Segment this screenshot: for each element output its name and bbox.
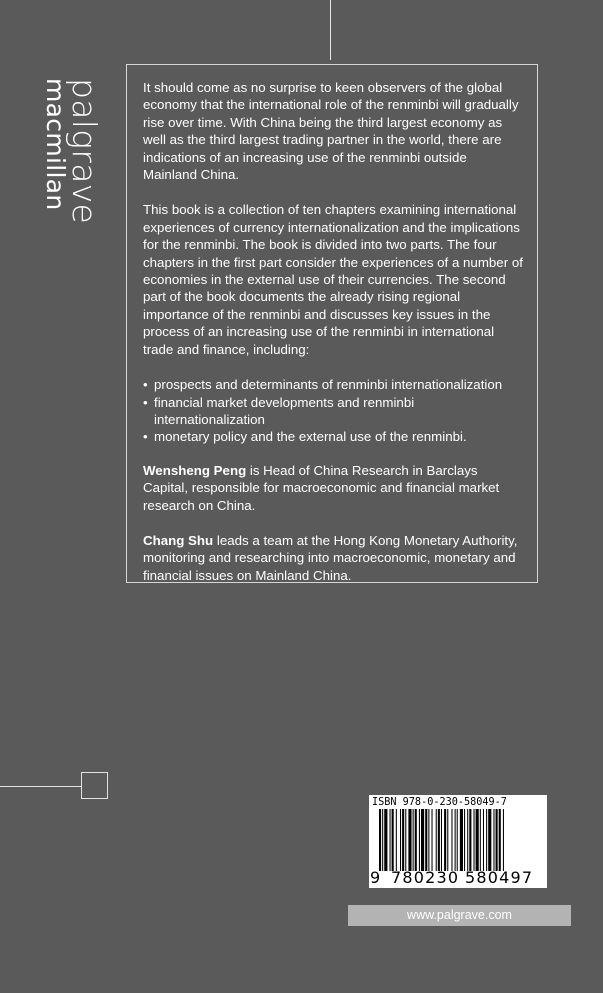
barcode-bar (460, 809, 463, 871)
publisher-name-line2: macmillan (41, 78, 70, 211)
barcode-bar (432, 809, 433, 871)
barcode-bar (441, 809, 442, 871)
barcode-bar (474, 809, 475, 871)
barcode-bar (436, 809, 437, 871)
barcode-bar (438, 809, 440, 871)
author-name-1: Wensheng Peng (143, 462, 247, 478)
barcode-bar (396, 809, 397, 871)
barcode-bar (415, 809, 417, 871)
top-divider-line (330, 0, 331, 60)
isbn-barcode (369, 795, 547, 888)
topic-list (143, 376, 523, 446)
barcode-bar (480, 809, 481, 871)
website-url: www.palgrave.com (348, 905, 571, 926)
barcode-bar (405, 809, 406, 871)
barcode-bar (486, 809, 487, 871)
barcode-bar (382, 809, 383, 871)
author-bio-2 (143, 532, 523, 584)
barcode-bar (425, 809, 427, 871)
barcode-bar (483, 809, 484, 871)
publisher-logo (41, 78, 116, 225)
ean-digits (369, 868, 547, 888)
barcode-bar (467, 809, 468, 871)
barcode-bar (496, 809, 498, 871)
barcode-bar (464, 809, 465, 871)
barcode-bar (499, 809, 501, 871)
author-bio-2-text: leads a team at the Hong Kong Monetary Authority, monitoring and researching into macroeconomic, monetary and financial issues on Mainland China. (143, 532, 518, 583)
blurb-box (126, 64, 538, 583)
blurb-paragraph-2: This book is a collection of ten chapters examining international experiences of currency internationalization and the implications for the renminbi. The book is divided into two parts. The four chapters in the first part consider the experiences of a number of economies in the external use of their currencies. The second part of the book documents the already rising regional importance of the renminbi and discusses key issues in the process of an increasing use of the renminbi in international trade and finance, including: (143, 202, 523, 357)
author-bio-1-text: is Head of China Research in Barclays Capital, responsible for macroeconomic and financial market research on China. (143, 462, 500, 513)
barcode-bar (493, 809, 494, 871)
author-bio-1 (143, 462, 523, 514)
barcode-bar (503, 809, 504, 871)
barcode-bar (455, 809, 456, 871)
barcode-bar (451, 809, 452, 871)
barcode-bar (469, 809, 471, 871)
barcode-bar (402, 809, 404, 871)
list-item: • monetary policy and the external use of the renminbi. (143, 428, 523, 445)
author-name-2: Chang Shu (143, 532, 214, 548)
ean-left-digits: 780230 (391, 868, 460, 887)
barcode-bar (476, 809, 479, 871)
barcode-bar (390, 809, 391, 871)
barcode-bar (419, 809, 420, 871)
barcode-bar (488, 809, 491, 871)
barcode-bar (421, 809, 424, 871)
list-item: • financial market developments and renminbi internationalization (143, 394, 523, 429)
list-item: • prospects and determinants of renminbi internationalization (143, 376, 523, 393)
barcode-bar (400, 809, 401, 871)
barcode-bar (413, 809, 414, 871)
horizontal-divider-line (0, 786, 82, 787)
square-outline (81, 772, 108, 799)
barcode-bar (447, 809, 448, 871)
barcode-bar (428, 809, 429, 871)
barcode-bar (444, 809, 446, 871)
barcode-bar (384, 809, 387, 871)
blurb-paragraph-1: It should come as no surprise to keen observers of the global economy that the international role of the renminbi will gradually rise over time. With China being the third largest economy as well as the third largest trading partner in the world, there are indications of an increasing use of the renminbi outside Mainland China. (143, 80, 519, 183)
ean-right-digits: 580497 (465, 868, 534, 887)
barcode-bars (379, 809, 537, 871)
barcode-bar (408, 809, 411, 871)
barcode-bar (379, 809, 381, 871)
isbn-number: ISBN 978-0-230-58049-7 (372, 797, 507, 808)
barcode-bar (457, 809, 458, 871)
publisher-name-line1: palgrave (65, 78, 104, 225)
ean-first-digit: 9 (370, 868, 381, 887)
barcode-bar (392, 809, 394, 871)
